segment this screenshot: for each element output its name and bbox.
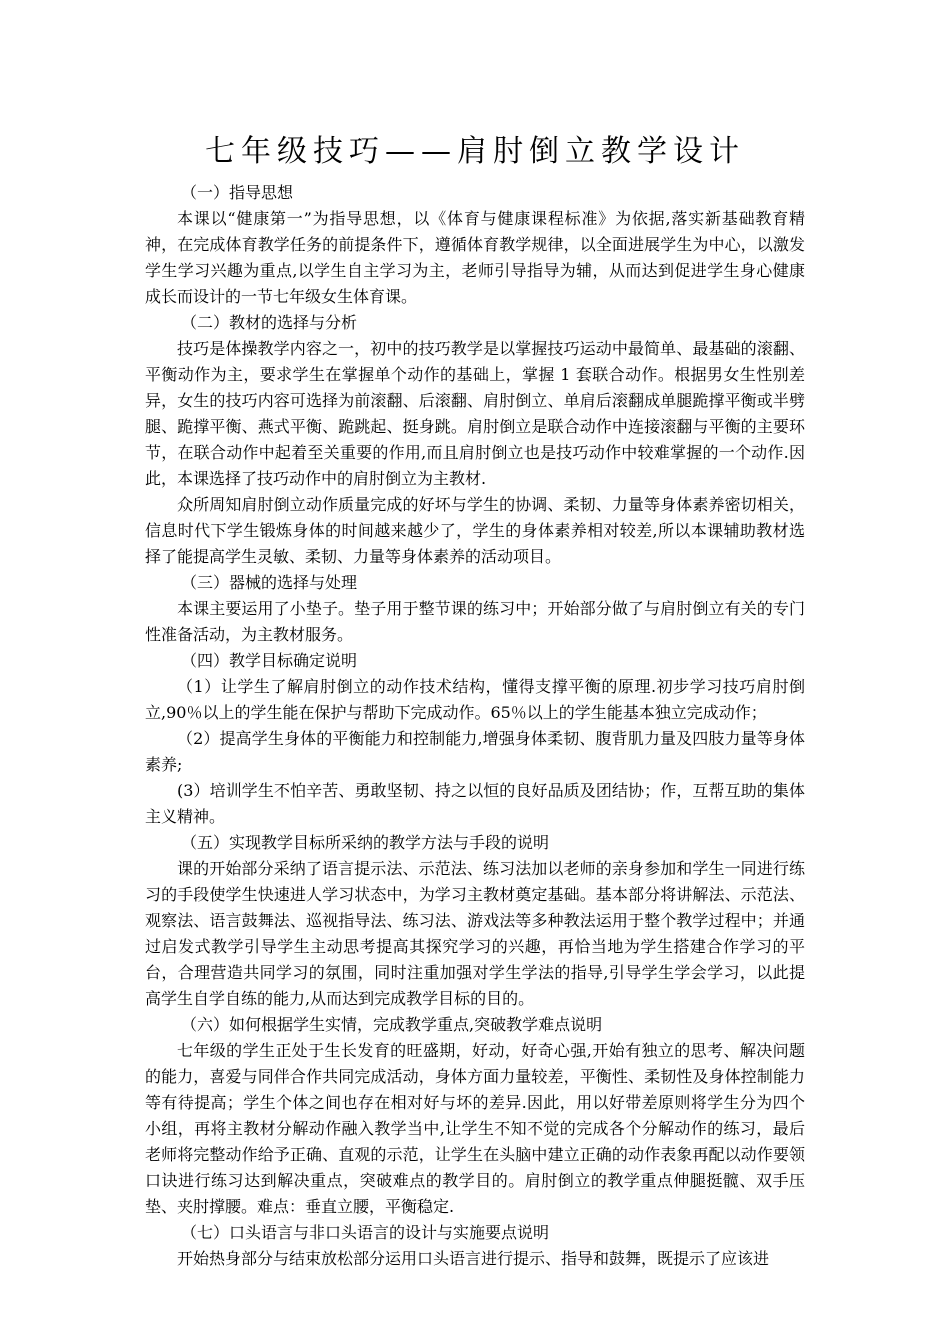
paragraph: 开始热身部分与结束放松部分运用口头语言进行提示、指导和鼓舞，既提示了应该进 (177, 1249, 770, 1268)
section-language-design (145, 1220, 805, 1272)
section-heading: （一）指导思想 (181, 183, 294, 202)
document-page (145, 132, 805, 1272)
paragraph: 技巧是体操教学内容之一，初中的技巧教学是以掌握技巧运动中最简单、最基础的滚翻、平衡动作为主，要求学生在掌握单个动作的基础上，掌握 1 套联合动作。根据男女生性别差异，女生的技巧内容可选择为前滚翻、后滚翻、肩肘倒立、单肩后滚翻成单腿跪撑平衡或半劈腿、跪撑平衡、燕式平衡、跪跳起、挺身跳。肩肘倒立是联合动作中连接滚翻与平衡的主要环节，在联合动作中起着至关重要的作用,而且肩肘倒立也是技巧动作中较难掌握的一个动作.因此，本课选择了技巧动作中的肩肘倒立为主教材. (145, 339, 805, 488)
section-heading: （七）口头语言与非口头语言的设计与实施要点说明 (181, 1223, 550, 1242)
goal-item: (3）培训学生不怕辛苦、勇敢坚韧、持之以恒的良好品质及团结协；作，互帮互助的集体主义精神。 (145, 781, 805, 826)
section-material-analysis (145, 310, 805, 570)
section-guiding-ideology (145, 180, 805, 310)
goal-item: （2）提高学生身体的平衡能力和控制能力,增强身体柔韧、腹背肌力量及四肢力量等身体素养; (145, 729, 805, 774)
section-equipment (145, 570, 805, 648)
section-heading: （二）教材的选择与分析 (181, 313, 358, 332)
section-heading: （三）器械的选择与处理 (181, 573, 358, 592)
section-heading: （五）实现教学目标所采纳的教学方法与手段的说明 (181, 833, 550, 852)
paragraph: 本课以“健康第一”为指导思想，以《体育与健康课程标准》为依据,落实新基础教育精神，在完成体育教学任务的前提条件下，遵循体育教学规律，以全面进展学生为中心，以激发学生学习兴趣为重点,以学生自主学习为主，老师引导指导为辅，从而达到促进学生身心健康成长而设计的一节七年级女生体育课。 (145, 209, 805, 306)
section-teaching-methods (145, 830, 805, 1012)
section-heading: （四）教学目标确定说明 (181, 651, 358, 670)
paragraph: 众所周知肩肘倒立动作质量完成的好坏与学生的协调、柔韧、力量等身体素养密切相关，信息时代下学生锻炼身体的时间越来越少了，学生的身体素养相对较差,所以本课辅助教材选择了能提高学生灵敏、柔韧、力量等身体素养的活动项目。 (145, 495, 805, 566)
paragraph: 课的开始部分采纳了语言提示法、示范法、练习法加以老师的亲身参加和学生一同进行练习的手段使学生快速进人学习状态中，为学习主教材奠定基础。基本部分将讲解法、示范法、观察法、语言鼓舞法、巡视指导法、练习法、游戏法等多种教法运用于整个教学过程中；并通过启发式教学引导学生主动思考提高其探究学习的兴趣，再恰当地为学生搭建合作学习的平台，合理营造共同学习的氛围，同时注重加强对学生学法的指导,引导学生学会学习，以此提高学生自学自练的能力,从而达到完成教学目标的目的。 (145, 859, 805, 1008)
paragraph: 七年级的学生正处于生长发育的旺盛期，好动，好奇心强,开始有独立的思考、解决问题的能力，喜爱与同伴合作共同完成活动，身体方面力量较差，平衡性、柔韧性及身体控制能力等有待提高；学生个体之间也存在相对好与坏的差异.因此，用以好带差原则将学生分为四个小组，再将主教材分解动作融入教学当中,让学生不知不觉的完成各个分解动作的练习，最后老师将完整动作给予正确、直观的示范，让学生在头脑中建立正确的动作表象再配以动作要领口诀进行练习达到解决重点，突破难点的教学目的。肩肘倒立的教学重点伸腿挺髋、双手压垫、夹肘撑腰。难点：垂直立腰，平衡稳定. (145, 1041, 805, 1216)
goal-item: （1）让学生了解肩肘倒立的动作技术结构，懂得支撑平衡的原理.初步学习技巧肩肘倒立,90％以上的学生能在保护与帮助下完成动作。65％以上的学生能基本独立完成动作； (145, 677, 805, 722)
section-key-points (145, 1012, 805, 1220)
section-heading: （六）如何根据学生实情，完成教学重点,突破教学难点说明 (181, 1015, 603, 1034)
document-title: 七年级技巧——肩肘倒立教学设计 (205, 134, 745, 169)
section-teaching-goals (145, 648, 805, 830)
paragraph: 本课主要运用了小垫子。垫子用于整节课的练习中；开始部分做了与肩肘倒立有关的专门性准备活动，为主教材服务。 (145, 599, 805, 644)
